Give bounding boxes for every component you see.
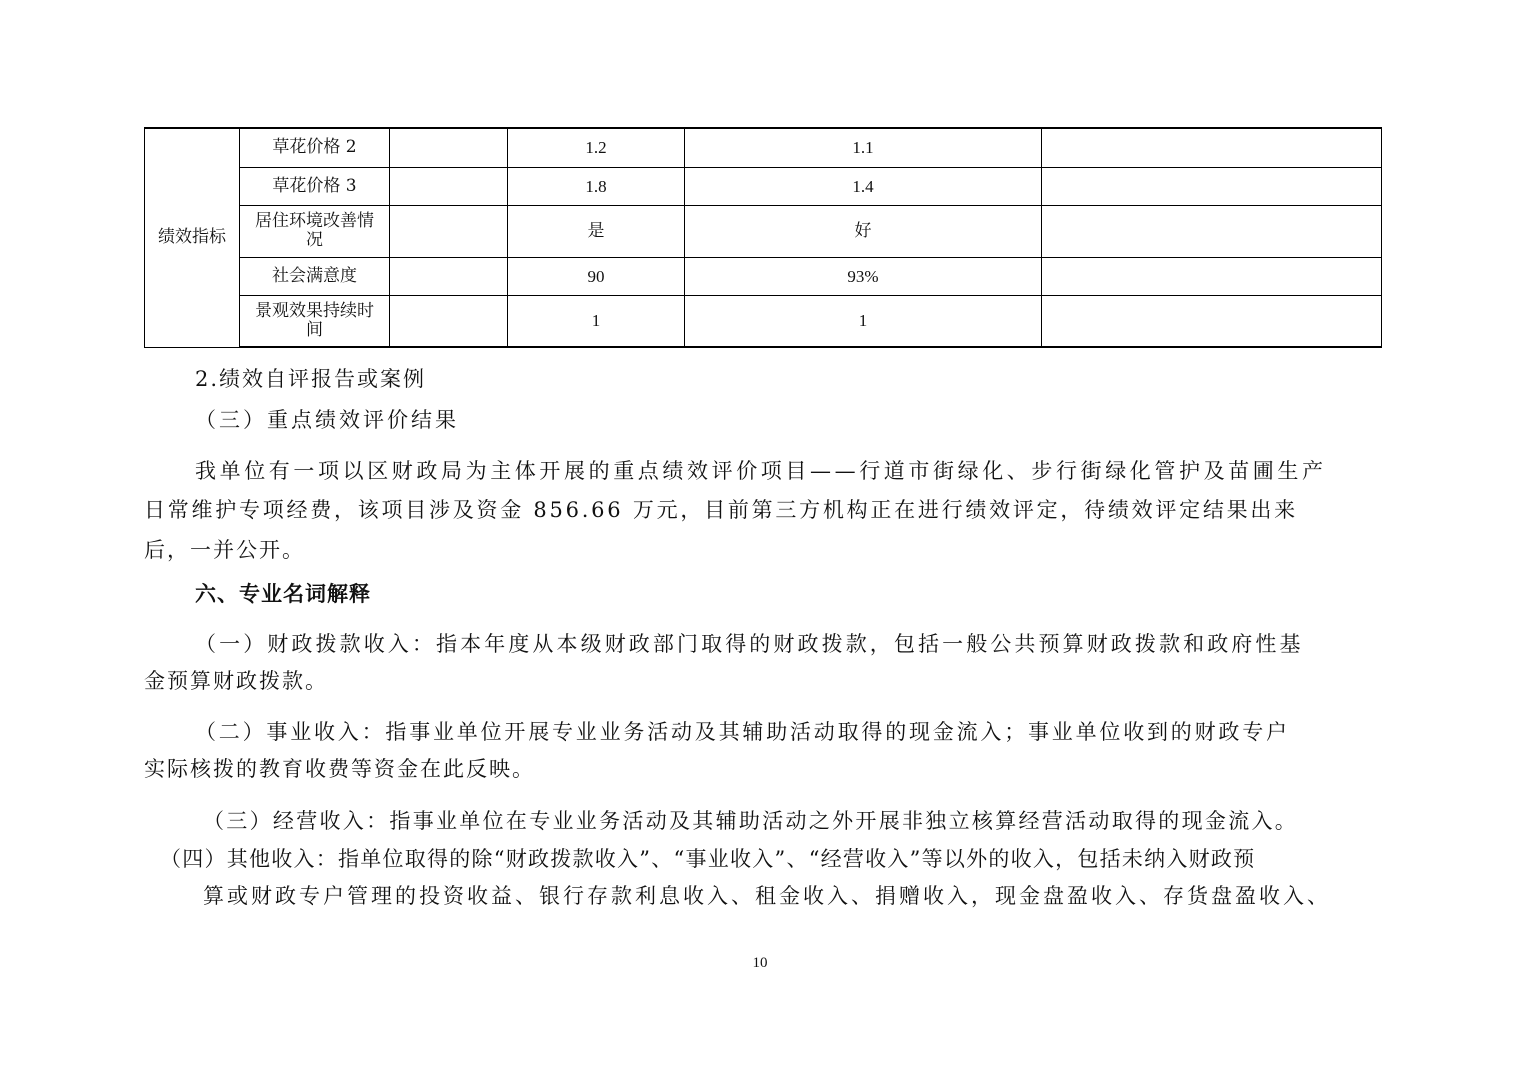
indicator-line: 间 [306, 319, 323, 340]
target-cell: 1.8 [508, 167, 685, 205]
definition-line: （二）事业收入：指事业单位开展专业业务活动及其辅助活动取得的现金流入；事业单位收到的财政专户 [195, 720, 1290, 744]
indicator-line: 居住环境改善情 [255, 211, 374, 231]
table-row [145, 295, 1382, 347]
indicator-cell [240, 295, 390, 347]
key-eval-results-heading: （三）重点绩效评价结果 [195, 408, 459, 432]
page-number: 10 [752, 955, 768, 971]
definition-line: （一）财政拨款收入：指本年度从本级财政部门取得的财政拨款，包括一般公共预算财政拨款和政府性基 [195, 632, 1304, 656]
target-cell: 是 [508, 205, 685, 257]
actual-cell: 好 [685, 205, 1042, 257]
table-row [145, 167, 1382, 205]
table-row [145, 128, 1382, 167]
target-cell: 90 [508, 257, 685, 295]
target-cell: 1 [508, 295, 685, 347]
actual-cell: 93% [685, 257, 1042, 295]
note-cell [1042, 257, 1382, 295]
indicator-line: 景观效果持续时 [255, 300, 374, 321]
blank-cell [390, 205, 508, 257]
performance-indicator-table [144, 127, 1382, 348]
blank-cell [390, 295, 508, 347]
table-row [145, 205, 1382, 257]
note-cell [1042, 128, 1382, 167]
indicator-cell: 草花价格 3 [240, 167, 390, 205]
definition-line: 算或财政专户管理的投资收益、银行存款利息收入、租金收入、捐赠收入，现金盘盈收入、存货盘盈收入、 [203, 884, 1331, 908]
note-cell [1042, 167, 1382, 205]
actual-cell: 1 [685, 295, 1042, 347]
note-cell [1042, 295, 1382, 347]
indicator-cell [240, 205, 390, 257]
blank-cell [390, 128, 508, 167]
category-cell: 绩效指标 [145, 128, 240, 347]
blank-cell [390, 257, 508, 295]
indicator-cell: 社会满意度 [240, 257, 390, 295]
indicator-cell: 草花价格 2 [240, 128, 390, 167]
definition-line: 金预算财政拨款。 [144, 669, 328, 693]
definition-line: （三）经营收入：指事业单位在专业业务活动及其辅助活动之外开展非独立核算经营活动取得的现金流入。 [203, 809, 1299, 833]
target-cell: 1.2 [508, 128, 685, 167]
blank-cell [390, 167, 508, 205]
definition-line: （四）其他收入：指单位取得的除“财政拨款收入”、“事业收入”、“经营收入”等以外的收入，包括未纳入财政预 [160, 847, 1256, 871]
actual-cell: 1.4 [685, 167, 1042, 205]
self-eval-report-heading: 2.绩效自评报告或案例 [195, 367, 427, 391]
definition-line: 实际核拨的教育收费等资金在此反映。 [144, 757, 535, 781]
section-heading: 六、专业名词解释 [195, 582, 371, 606]
paragraph-line: 日常维护专项经费，该项目涉及资金 856.66 万元，目前第三方机构正在进行绩效评定，待绩效评定结果出来 [144, 498, 1298, 522]
paragraph-line: 我单位有一项以区财政局为主体开展的重点绩效评价项目——行道市街绿化、步行街绿化管护及苗圃生产 [195, 459, 1327, 483]
note-cell [1042, 205, 1382, 257]
table-row [145, 257, 1382, 295]
indicator-line: 况 [306, 230, 323, 250]
paragraph-line: 后，一并公开。 [144, 538, 305, 562]
actual-cell: 1.1 [685, 128, 1042, 167]
